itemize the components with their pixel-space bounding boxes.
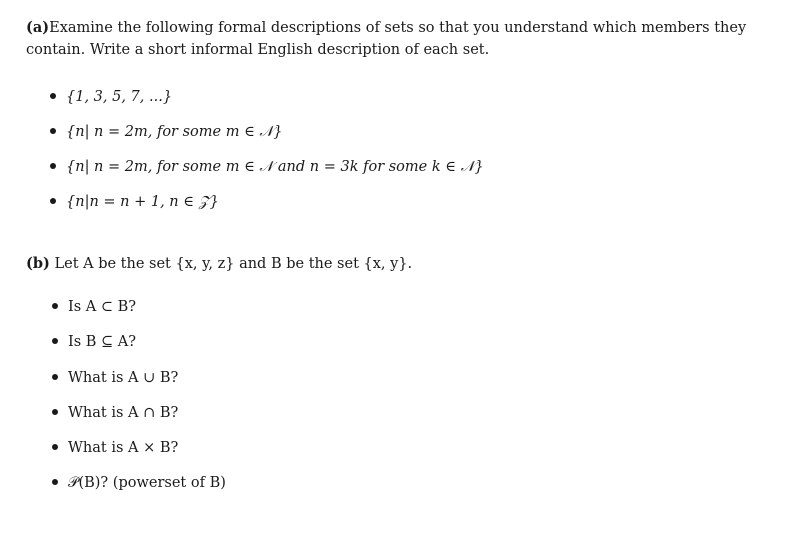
part-a-text-line1: Examine the following formal descriptions of sets so that you understand which members they bbox=[49, 20, 747, 36]
list-item bbox=[50, 192, 219, 212]
bullet-icon bbox=[52, 303, 58, 309]
list-item bbox=[52, 473, 226, 493]
list-item bbox=[50, 87, 172, 107]
bullet-icon bbox=[50, 93, 56, 99]
part-a-instructions bbox=[26, 17, 786, 61]
part-b-text: Let A be the set {x, y, z} and B be the set {x, y}. bbox=[54, 256, 413, 272]
set-description: {n|n = n + 1, n ∈ 𝒵} bbox=[66, 194, 219, 210]
question-text: What is A × B? bbox=[68, 440, 179, 456]
set-description: {1, 3, 5, 7, ...} bbox=[66, 89, 173, 105]
part-a-text-line2: contain. Write a short informal English description of each set. bbox=[26, 42, 490, 58]
bullet-icon bbox=[52, 444, 58, 450]
bullet-icon bbox=[50, 128, 56, 134]
list-item bbox=[52, 438, 178, 458]
list-item bbox=[50, 157, 484, 177]
part-a-label: (a) bbox=[26, 19, 50, 36]
bullet-icon bbox=[50, 163, 56, 169]
set-description: {n| n = 2m, for some m ∈ 𝒩 and n = 3k for some k ∈ 𝒩} bbox=[66, 159, 484, 175]
bullet-icon bbox=[52, 374, 58, 380]
bullet-icon bbox=[52, 409, 58, 415]
list-item bbox=[52, 332, 136, 352]
bullet-icon bbox=[52, 338, 58, 344]
question-text: What is A ∪ B? bbox=[68, 370, 179, 386]
part-b-instructions bbox=[26, 254, 412, 274]
question-text: Is B ⊆ A? bbox=[68, 334, 137, 350]
question-text: What is A ∩ B? bbox=[68, 405, 179, 421]
part-b-label: (b) bbox=[26, 255, 50, 272]
set-description: {n| n = 2m, for some m ∈ 𝒩} bbox=[66, 124, 283, 140]
list-item bbox=[52, 403, 178, 423]
list-item bbox=[52, 368, 178, 388]
list-item bbox=[50, 122, 283, 142]
question-text: Is A ⊂ B? bbox=[68, 299, 137, 315]
bullet-icon bbox=[50, 198, 56, 204]
bullet-icon bbox=[52, 479, 58, 485]
list-item bbox=[52, 297, 136, 317]
question-text: 𝒫(B)? (powerset of B) bbox=[68, 475, 226, 491]
